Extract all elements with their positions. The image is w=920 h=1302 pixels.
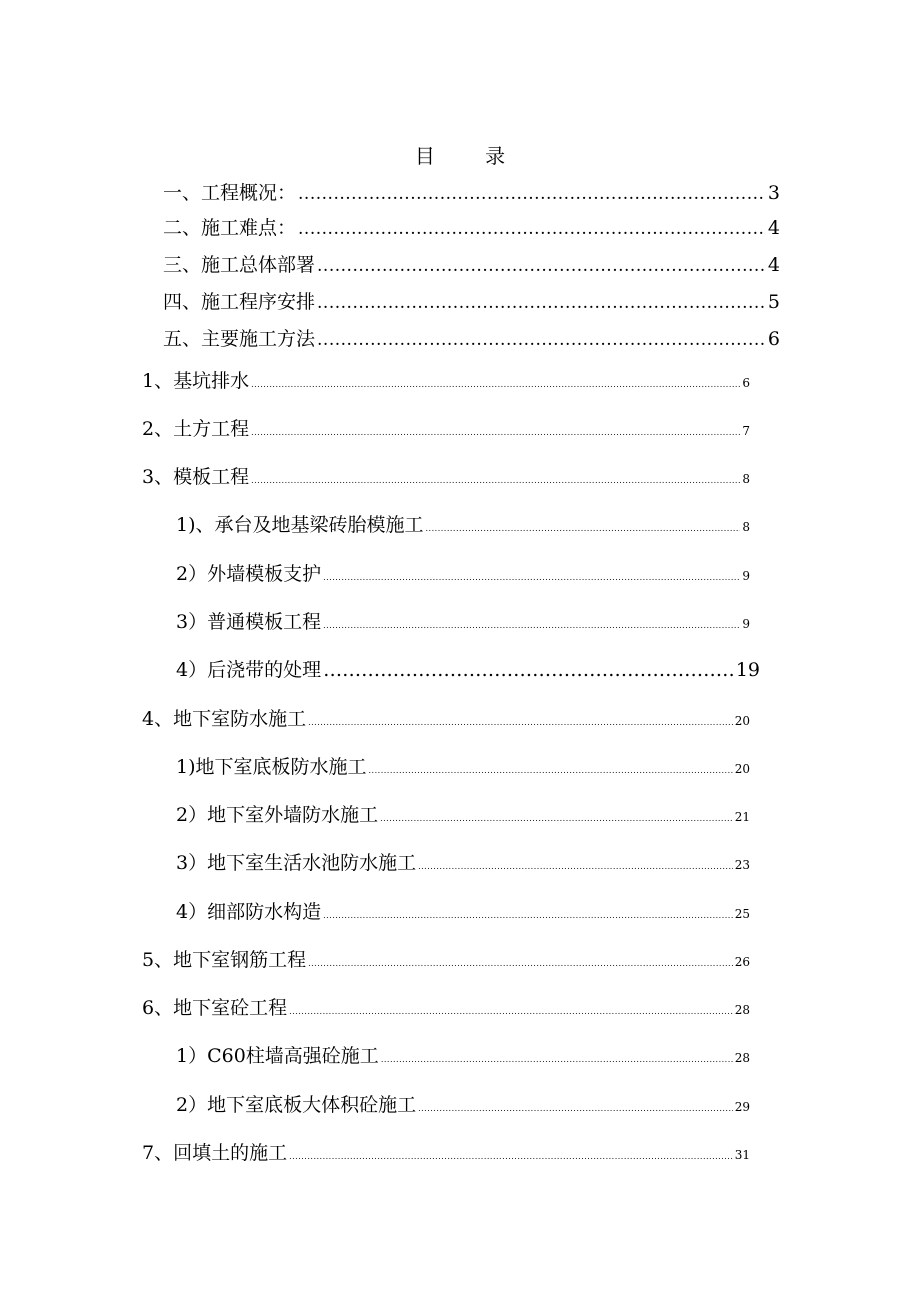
toc-leader bbox=[317, 293, 766, 313]
toc-page: 25 bbox=[734, 907, 750, 921]
toc-page: 21 bbox=[734, 810, 750, 824]
toc-page: 28 bbox=[734, 1003, 750, 1017]
toc-label: 四、施工程序安排 bbox=[163, 291, 316, 313]
toc-label: 1）C60柱墙高强砼施工 bbox=[176, 1045, 379, 1067]
toc-label: 7、回填土的施工 bbox=[142, 1142, 288, 1164]
toc-page: 8 bbox=[742, 520, 750, 534]
toc-leader bbox=[289, 1007, 733, 1016]
toc-entry[interactable] bbox=[176, 607, 750, 637]
toc-page: 20 bbox=[734, 714, 750, 728]
page-title: 目 录 bbox=[414, 144, 528, 168]
toc-label: 1)、承台及地基梁砖胎模施工 bbox=[176, 514, 424, 536]
toc-page: 28 bbox=[734, 1051, 750, 1065]
toc-page: 8 bbox=[742, 472, 750, 486]
toc-entry[interactable] bbox=[142, 993, 750, 1023]
toc-label: 4）后浇带的处理 bbox=[176, 659, 322, 681]
toc-leader bbox=[298, 219, 766, 239]
toc-leader bbox=[380, 814, 733, 823]
toc-entry[interactable] bbox=[142, 704, 750, 734]
toc-entry[interactable] bbox=[163, 324, 780, 354]
toc-label: 3）地下室生活水池防水施工 bbox=[176, 852, 417, 874]
toc-page: 19 bbox=[735, 659, 760, 681]
toc-page: 23 bbox=[734, 858, 750, 872]
toc-label: 一、工程概况： bbox=[163, 182, 297, 204]
toc-leader bbox=[251, 380, 740, 389]
toc-leader bbox=[251, 428, 740, 437]
toc-leader bbox=[418, 862, 733, 871]
toc-label: 2）地下室底板大体积砼施工 bbox=[176, 1094, 417, 1116]
toc-entry[interactable] bbox=[142, 366, 750, 396]
toc-label: 1、基坑排水 bbox=[142, 370, 250, 392]
toc-page: 29 bbox=[734, 1100, 750, 1114]
toc-leader bbox=[317, 256, 766, 276]
toc-entry[interactable] bbox=[176, 510, 750, 540]
toc-entry[interactable] bbox=[163, 178, 780, 208]
toc-label: 5、地下室钢筋工程 bbox=[142, 949, 307, 971]
toc-leader bbox=[289, 1152, 733, 1161]
toc-entry[interactable] bbox=[176, 800, 750, 830]
toc-leader bbox=[323, 911, 733, 920]
toc-page: 3 bbox=[767, 182, 780, 204]
toc-leader bbox=[308, 959, 733, 968]
toc-label: 4、地下室防水施工 bbox=[142, 708, 307, 730]
toc-leader bbox=[317, 330, 766, 350]
toc-label: 3）普通模板工程 bbox=[176, 611, 322, 633]
toc-label: 2、土方工程 bbox=[142, 418, 250, 440]
toc-label: 1)地下室底板防水施工 bbox=[176, 756, 367, 778]
toc-leader bbox=[369, 766, 733, 775]
toc-entry[interactable] bbox=[176, 848, 750, 878]
toc-leader bbox=[323, 659, 734, 681]
toc-page: 4 bbox=[767, 254, 780, 276]
toc-leader bbox=[308, 718, 733, 727]
toc-page: 9 bbox=[742, 617, 750, 631]
toc-entry[interactable] bbox=[176, 1090, 750, 1120]
toc-label: 三、施工总体部署 bbox=[163, 254, 316, 276]
toc-entry[interactable] bbox=[163, 213, 780, 243]
toc-entry[interactable] bbox=[142, 945, 750, 975]
toc-entry[interactable] bbox=[176, 655, 760, 685]
toc-entry[interactable] bbox=[176, 752, 750, 782]
toc-leader bbox=[323, 621, 740, 630]
toc-entry[interactable] bbox=[176, 897, 750, 927]
toc-label: 五、主要施工方法 bbox=[163, 328, 316, 350]
toc-entry[interactable] bbox=[176, 559, 750, 589]
toc-leader bbox=[381, 1055, 733, 1064]
toc-label: 2）外墙模板支护 bbox=[176, 563, 322, 585]
toc-page: 26 bbox=[734, 955, 750, 969]
toc-entry[interactable] bbox=[142, 1138, 750, 1168]
toc-leader bbox=[323, 573, 740, 582]
toc-label: 二、施工难点： bbox=[163, 217, 297, 239]
toc-entry[interactable] bbox=[142, 414, 750, 444]
toc-entry[interactable] bbox=[163, 287, 780, 317]
toc-entry[interactable] bbox=[163, 250, 780, 280]
toc-page: 5 bbox=[767, 291, 780, 313]
toc-page: 6 bbox=[742, 376, 750, 390]
toc-label: 3、模板工程 bbox=[142, 466, 250, 488]
toc-page: 7 bbox=[742, 424, 750, 438]
toc-leader bbox=[426, 524, 741, 533]
toc-label: 2）地下室外墙防水施工 bbox=[176, 804, 379, 826]
toc-leader bbox=[418, 1104, 733, 1113]
toc-page: 31 bbox=[734, 1148, 750, 1162]
toc-page: 20 bbox=[734, 762, 750, 776]
toc-entry[interactable] bbox=[142, 462, 750, 492]
toc-page: 9 bbox=[742, 569, 750, 583]
toc-entry[interactable] bbox=[176, 1041, 750, 1071]
toc-page: 6 bbox=[767, 328, 780, 350]
toc-label: 4）细部防水构造 bbox=[176, 901, 322, 923]
toc-label: 6、地下室砼工程 bbox=[142, 997, 288, 1019]
toc-leader bbox=[251, 476, 740, 485]
toc-leader bbox=[298, 184, 766, 204]
toc-page: 4 bbox=[767, 217, 780, 239]
